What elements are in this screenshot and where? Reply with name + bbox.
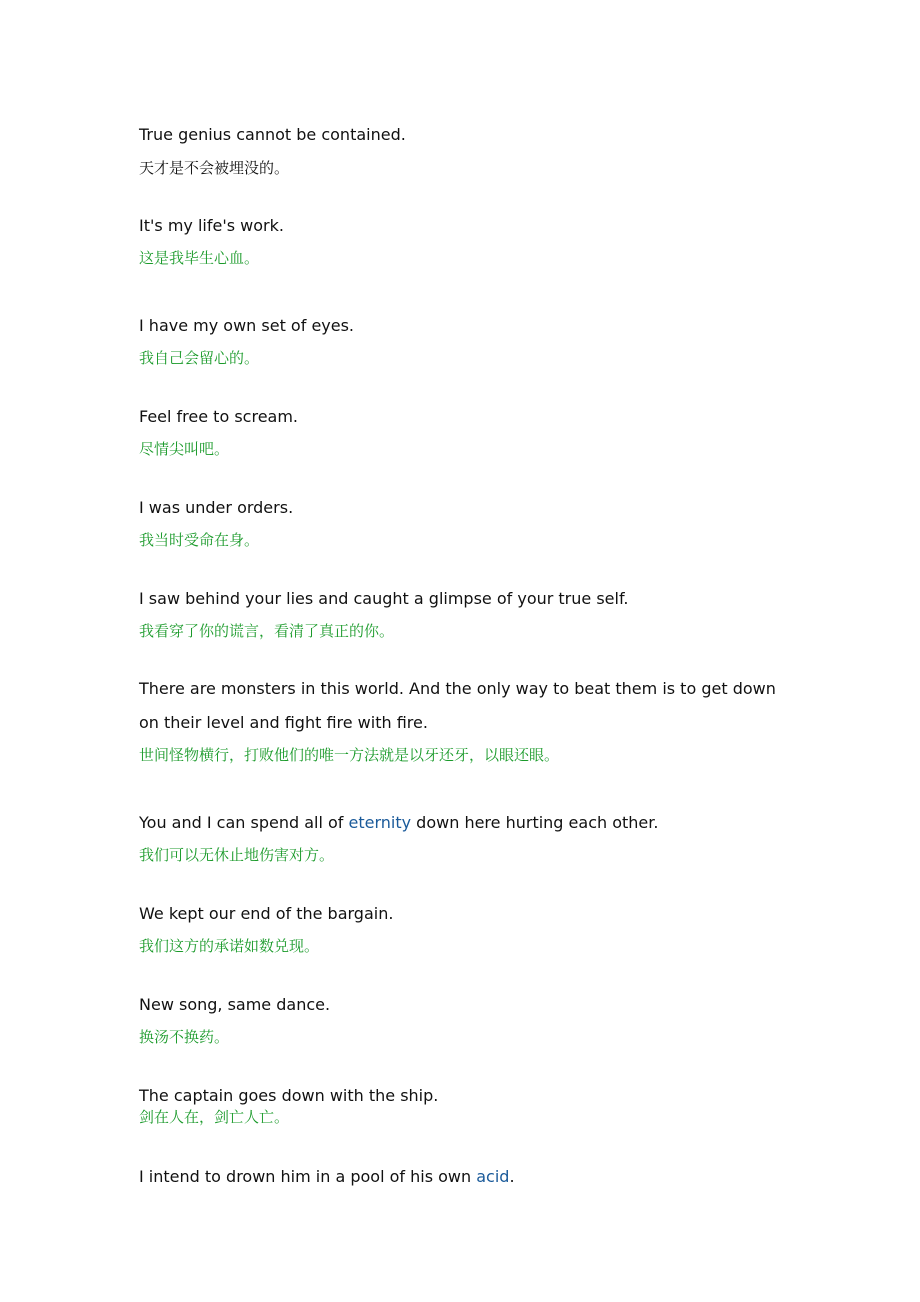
sentence-text: You and I can spend all of <box>139 813 349 832</box>
sentence-chinese: 这是我毕生心血。 <box>139 249 260 267</box>
sentence-english: It's my life's work. <box>139 216 284 235</box>
sentence-english <box>139 1167 515 1187</box>
sentence-chinese: 换汤不换药。 <box>139 1028 230 1046</box>
sentence-text: . <box>509 1167 515 1186</box>
sentence-english: on their level and fight fire with fire. <box>139 713 428 732</box>
sentence-english: There are monsters in this world. And the only way to beat them is to get down <box>139 679 776 698</box>
sentence-chinese: 我自己会留心的。 <box>139 349 260 367</box>
sentence-text: I intend to drown him in a pool of his own <box>139 1167 477 1186</box>
vocab-link[interactable]: eternity <box>348 813 412 832</box>
sentence-chinese: 我们可以无休止地伤害对方。 <box>139 846 335 864</box>
sentence-english: I have my own set of eyes. <box>139 316 355 335</box>
sentence-english: Feel free to scream. <box>139 407 299 426</box>
sentence-english: True genius cannot be contained. <box>139 125 406 144</box>
sentence-english: We kept our end of the bargain. <box>139 904 394 923</box>
sentence-chinese: 世间怪物横行，打败他们的唯一方法就是以牙还牙，以眼还眼。 <box>139 746 560 764</box>
sentence-chinese: 天才是不会被埋没的。 <box>139 159 290 177</box>
sentence-chinese: 我们这方的承诺如数兑现。 <box>139 937 320 955</box>
sentence-chinese: 剑在人在，剑亡人亡。 <box>139 1108 290 1126</box>
sentence-english: New song, same dance. <box>139 995 331 1014</box>
sentence-english <box>139 813 658 833</box>
sentence-english: I was under orders. <box>139 498 294 517</box>
sentence-english: I saw behind your lies and caught a glimpse of your true self. <box>139 589 629 608</box>
sentence-chinese: 我当时受命在身。 <box>139 531 260 549</box>
vocab-link[interactable]: acid <box>476 1167 510 1186</box>
sentence-chinese: 尽情尖叫吧。 <box>139 440 230 458</box>
sentence-english: The captain goes down with the ship. <box>139 1086 439 1105</box>
sentence-chinese: 我看穿了你的谎言，看清了真正的你。 <box>139 622 395 640</box>
sentence-text: down here hurting each other. <box>411 813 659 832</box>
